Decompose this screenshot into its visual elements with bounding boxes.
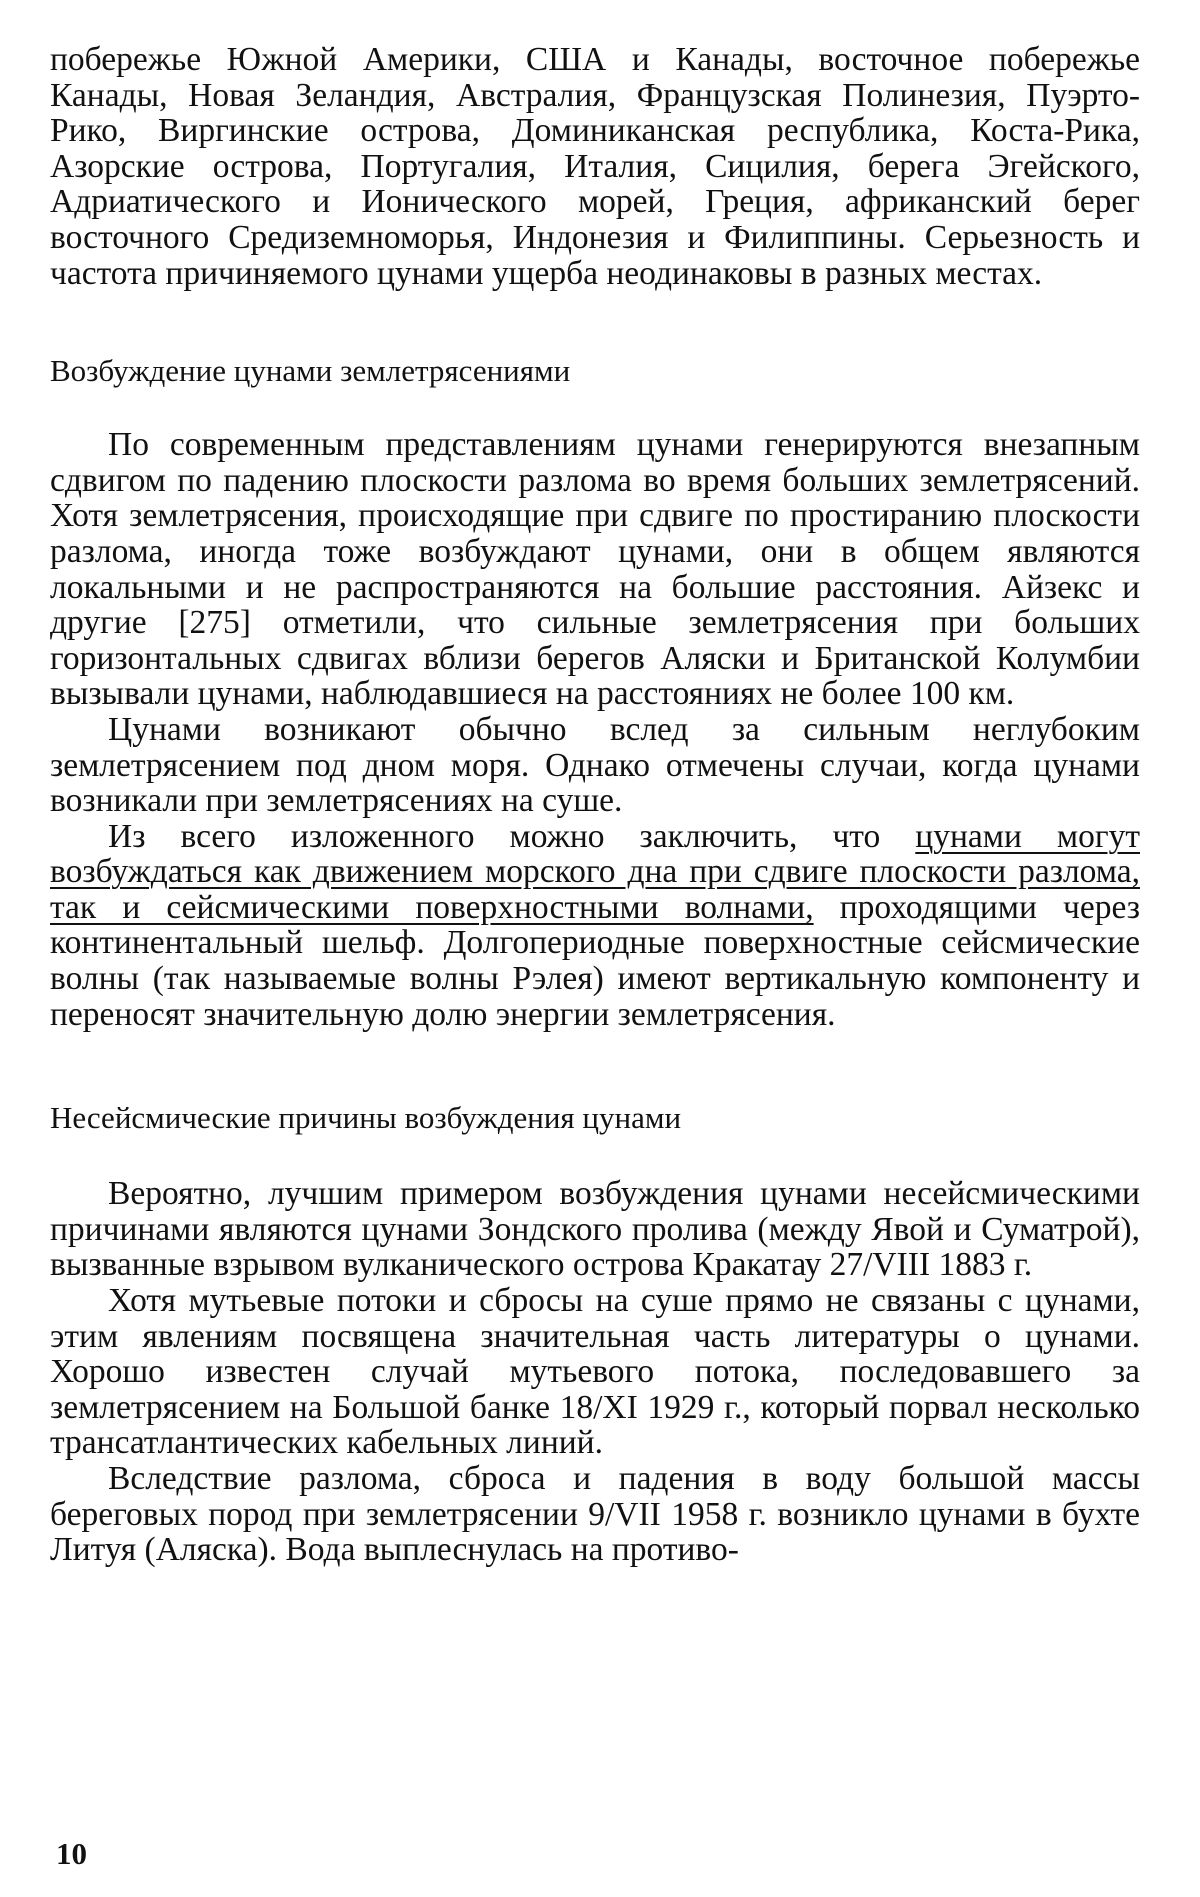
page-body — [50, 42, 1140, 1568]
paragraph-conclusion — [50, 819, 1140, 1033]
section-heading-nonseismic-causes: Несейсмические причины возбуждения цунами — [50, 1100, 682, 1136]
paragraph-krakatau: Вероятно, лучшим примером возбуждения цунами несейсмическими причинами являются цунами Зондского пролива (между Явой и Суматрой), вызванные взрывом вулканического острова Кракатау 27/VIII 1883 г. — [50, 1175, 1140, 1284]
conclusion-text-start: Из всего изложенного можно заключить, что — [108, 817, 916, 855]
paragraph-shallow-earthquakes: Цунами возникают обычно вслед за сильным неглубоким землетрясением под дном моря. Однако отмечены случаи, когда цунами возникали при землетрясениях на суше. — [50, 710, 1140, 820]
paragraph-lituya-bay: Вследствие разлома, сброса и падения в воду большой массы береговых пород при землетрясении 9/VII 1958 г. возникло цунами в бухте Литуя (Аляска). Вода выплеснулась на противо- — [50, 1460, 1140, 1569]
section-heading-earthquake-excitation: Возбуждение цунами землетрясениями — [50, 353, 571, 389]
conclusion-text-end: проходящими через континентальный шельф. Долгопериодные поверхностные сейсмические волны (так называемые волны Рэлея) имеют вертикальную компоненту и переносят значительную долю энергии землетрясения. — [50, 888, 1140, 1033]
paragraph-coastlines: побережье Южной Америки, США и Канады, восточное побережье Канады, Новая Зеландия, Австралия, Французская Полинезия, Пуэрто-Рико, Виргинские острова, Доминиканская республика, Коста-Рика, Азорские острова, Португалия, Италия, Сицилия, берега Эгейского, Адриатического и Ионического морей, Греция, африканский берег восточного Средиземноморья, Индонезия и Филиппины. Серьезность и частота причиняемого цунами ущерба неодинаковы в разных местах. — [50, 41, 1140, 292]
page-number: 10 — [56, 1836, 87, 1871]
paragraph-turbidity-currents: Хотя мутьевые потоки и сбросы на суше прямо не связаны с цунами, этим явлениям посвящена значительная часть литературы о цунами. Хорошо известен случай мутьевого потока, последовавшего за землетрясением на Большой банке 18/XI 1929 г., который порвал несколько трансатлантических кабельных линий. — [50, 1282, 1140, 1462]
conclusion-underlined-text: цунами могут возбуждаться как движением морского дна при сдвиге плоскости разлома, так и сейсмическими поверхностными волнами, — [50, 817, 1140, 926]
paragraph-fault-slip: По современным представлениям цунами генерируются внезапным сдвигом по падению плоскости разлома во время больших землетрясений. Хотя землетрясения, происходящие при сдвиге по простиранию плоскости разлома, иногда тоже возбуждают цунами, они в общем являются локальными и не распространяются на большие расстояния. Айзекс и другие [275] отметили, что сильные землетрясения при больших горизонтальных сдвигах вблизи берегов Аляски и Британской Колумбии вызывали цунами, наблюдавшиеся на расстояниях не более 100 км. — [50, 426, 1140, 713]
